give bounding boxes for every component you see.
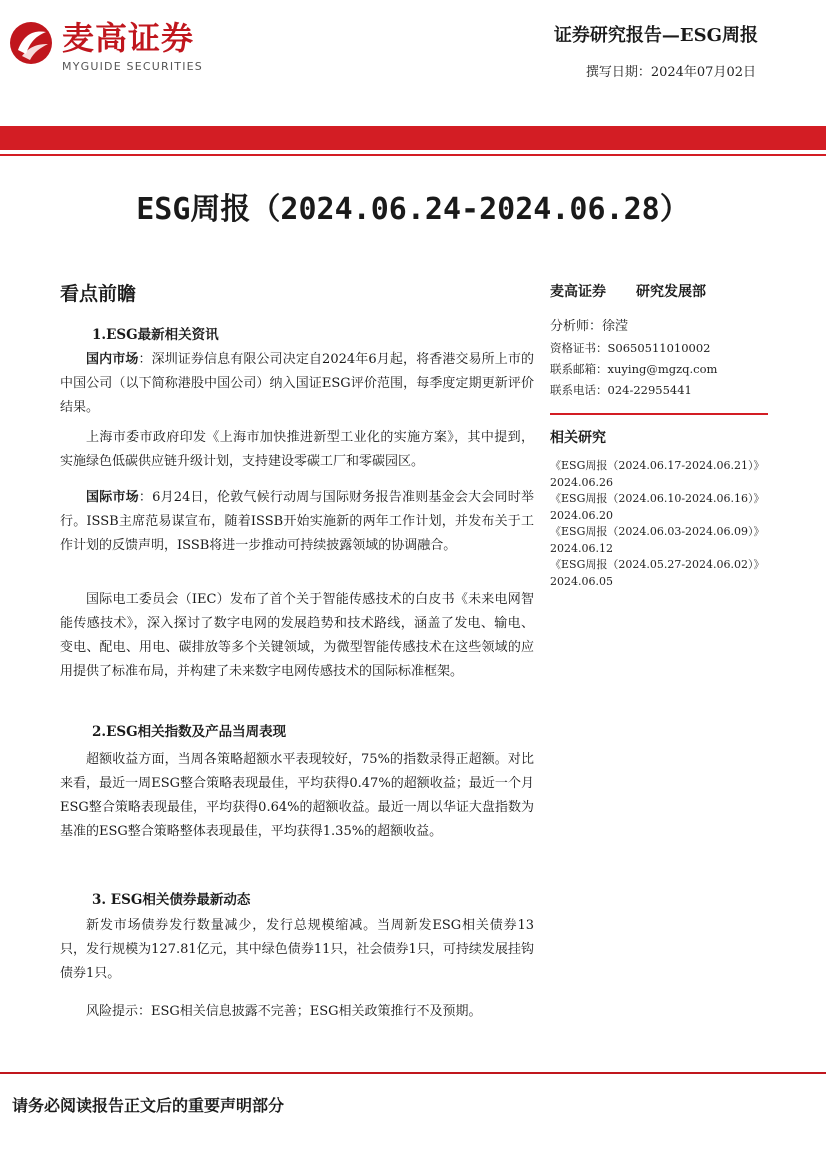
analyst-email[interactable]: 联系邮箱：xuying@mgzq.com [550,362,718,376]
paragraph-iec: 国际电工委员会（IEC）发布了首个关于智能传感技术的白皮书《未来电网智能传感技术》，深入探讨了数字电网的发展趋势和技术路线，涵盖了发电、输电、变电、配电、用电、碳排放等多个关键领域，为微型智能传感技术在这些领域的应用提供了标准布局，并构建了未来数字电网传感技术的国际标准框架。 [60,592,534,679]
footer-disclaimer: 请务必阅读报告正文后的重要声明部分 [12,1096,285,1115]
subsection-heading-index: 2.ESG相关指数及产品当周表现 [92,724,287,740]
paragraph-international: 国际市场：6月24日，伦敦气候行动周与国际财务报告准则基金会大会同时举行。ISSB主席范易谋宣布，随着ISSB开始实施新的两年工作计划，并发布关于工作计划的反馈声明，ISSB将进一步推动可持续披露领域的协调融合。 [60,490,534,553]
dept-name: 研究发展部 [636,284,706,300]
related-item[interactable]: 《ESG周报（2024.06.03-2024.06.09）》2024.06.12 [550,525,765,555]
report-date: 撰写日期：2024年07月02日 [585,65,756,80]
subsection-heading-bond: 3. ESG相关债券最新动态 [92,892,251,908]
analyst-phone: 联系电话：024-22955441 [550,383,692,397]
logo-text-en: MYGUIDE SECURITIES [62,60,203,73]
paragraph-domestic: 国内市场：深圳证券信息有限公司决定自2024年6月起，将香港交易所上市的中国公司（以下简称港股中国公司）纳入国证ESG评价范围，每季度定期更新评价结果。 [60,352,534,415]
logo-icon [8,20,54,66]
paragraph-index: 超额收益方面，当周各策略超额水平表现较好，75%的指数录得正超额。对比来看，最近一周ESG整合策略表现最佳，平均获得0.47%的超额收益；最近一个月ESG整合策略表现最佳，平均获得0.64%的超额收益。最近一周以华证大盘指数为基准的ESG整合策略整体表现最佳，平均获得1.35%的超额收益。 [60,752,534,839]
related-item[interactable]: 《ESG周报（2024.06.17-2024.06.21）》2024.06.26 [550,459,765,489]
paragraph-shanghai: 上海市委市政府印发《上海市加快推进新型工业化的实施方案》，其中提到，实施绿色低碳供应链升级计划，支持建设零碳工厂和零碳园区。 [60,430,534,469]
label-domestic: 国内市场 [86,352,139,367]
related-research-list [550,458,768,590]
subsection-heading-news: 1.ESG最新相关资讯 [92,327,219,343]
paragraph-bond: 新发市场债券发行数量减少，发行总规模缩减。当周新发ESG相关债券13只，发行规模为127.81亿元，其中绿色债券11只，社会债券1只，可持续发展挂钩债券1只。 [60,918,534,981]
analyst-name: 分析师：徐滢 [550,319,629,334]
header-band [0,126,826,150]
footer-divider [0,1072,826,1074]
header-divider [0,154,826,156]
risk-warning: 风险提示：ESG相关信息披露不完善；ESG相关政策推行不及预期。 [86,1004,482,1019]
page-title: ESG周报（2024.06.24-2024.06.28） [136,192,690,227]
label-international: 国际市场 [86,490,139,505]
org-name: 麦高证券 [550,284,606,300]
logo-text-cn: 麦高证券 [62,19,195,57]
report-type: 证券研究报告—ESG周报 [553,25,758,46]
related-item[interactable]: 《ESG周报（2024.06.10-2024.06.16）》2024.06.20 [550,492,765,522]
analyst-license: 资格证书：S0650511010002 [550,341,711,355]
related-research-heading: 相关研究 [550,430,606,446]
sidebar-org [550,281,736,303]
related-item[interactable]: 《ESG周报（2024.05.27-2024.06.02）》2024.06.05 [550,558,765,588]
section-heading: 看点前瞻 [60,283,137,305]
sidebar-divider [550,413,768,415]
